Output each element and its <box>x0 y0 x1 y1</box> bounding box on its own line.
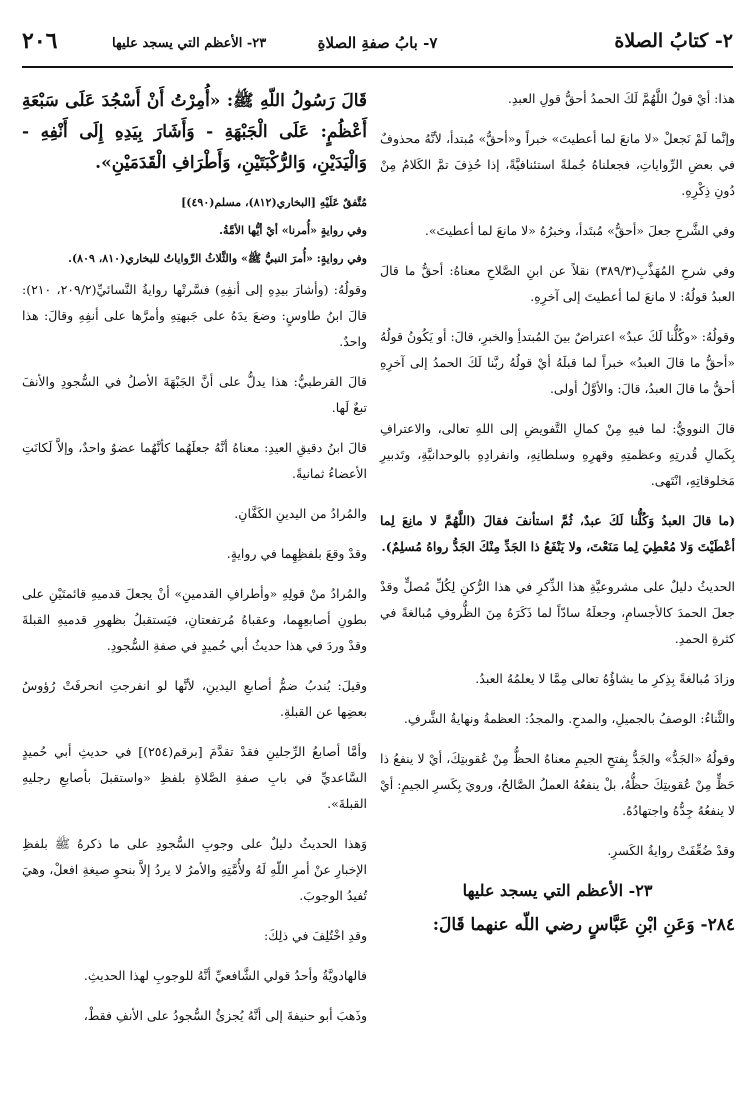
page-number: ٢٠٦ <box>22 28 58 54</box>
paragraph: والثَّناءُ: الوصفُ بالجميلِ، والمدحِ. والمجدُ: العظمةُ ونهايةُ الشَّرفِ. <box>403 711 735 726</box>
paragraph: والمُرادُ من اليدينِ الكَفَّانِ. <box>234 506 367 521</box>
paragraph: هذا: أيْ قولُ اللَّهُمَّ لَكَ الحمدُ أحقُّ قولِ العبدِ. <box>507 91 735 106</box>
right-column <box>380 86 735 952</box>
paragraph: وأمَّا أصابعُ الرِّجلينِ فقدْ تقدَّمَ [برقم(٢٥٤)] في حديثِ أبي حُميدٍ السَّاعديِّ في بابِ صفةِ الصَّلاةِ بلفظِ «واستقبلَ بأصابعِ رجليهِ القبلةَ». <box>22 744 367 811</box>
paragraph: وقيلَ: يُندبُ ضمُّ أصابعِ اليدينِ، لأنَّها لو انفرجتِ انحرفَتْ رُؤوسُ بعضِها عن القبلةِ. <box>22 678 367 719</box>
hadith-heading: ٢٨٤- وَعَنِ ابْنِ عَبَّاسٍ رضي اللّه عنهما قَالَ: <box>432 915 735 935</box>
hadith-reference: وفي روايةٍ «أُمرنا» أيْ أيُّها الأمَّةُ. <box>219 224 367 237</box>
chapter-title: ٧- بابُ صفةِ الصلاةِ <box>317 34 438 52</box>
paragraph: وقولُهُ «الجَدُّ» والجَدُّ بِفتحِ الجيمِ معناهُ الحظُّ مِنْ عُقوبتِكَ، أيْ لا ينفعُ ذا حَظٍّ مِنْ عُقوبتِكَ حظُّهُ، بلْ ينفعُهُ العملُ الصَّالحُ، ورويَ بِكَسرِ الجيمِ: أيْ لا ينفعُهُ جِدُّهُ واجتهادُهُ. <box>380 751 735 818</box>
hadith-reference: وفي روايةٍ: «أُمرَ النبيُّ ﷺ» والثَّلاثُ الرِّواياتُ للبخاري(٨١٠، ٨٠٩). <box>68 252 367 265</box>
paragraph: والمُرادُ منْ قولِهِ «وأطرافِ القدمينِ» أنْ يجعلَ قدميهِ قائمتَيْنِ على بطونِ أصابعِهِما، وعقباهُ مُرتفعتانِ، فيَستقبلُ بظهورِ قدميهِ القبلةَ وقدْ وردَ في هذا حديثُ أبي حُميدٍ في صفةِ السُّجودِ. <box>22 586 367 653</box>
section-heading: ٢٣- الأعظم التي يسجد عليها <box>462 881 653 900</box>
paragraph: الحديثُ دليلٌ على مشروعيَّةِ هذا الذِّكرِ في هذا الرُّكنِ لِكُلِّ مُصلٍّ وقدْ جعلَ الحمدَ كالأجسامِ، وجعلَهُ سادّاً لما ذَكَرَهُ مِنَ الظُّروفِ مُبالغةً في كثرةِ الحمدِ. <box>380 579 735 646</box>
paragraph: وقدْ ضُعِّفَتْ روايةُ الكَسرِ. <box>607 843 735 858</box>
section-title-header: ٢٣- الأعظم التي يسجد عليها <box>112 36 267 51</box>
paragraph: قالَ النوويُّ: لما فيهِ مِنْ كمالِ التَّفويضِ إلى اللهِ تعالى، والاعترافِ بِكَمالِ قُدرتِهِ وعظمتِهِ وقهرِهِ وسلطانِهِ، وانفرادِهِ بالوحدانيَّةِ، وتَدبيرِ مَخلوقاتِهِ، انْتَهى. <box>380 421 735 488</box>
paragraph: فالهادويَّةُ وأحدُ قولي الشَّافعيِّ أنَّهُ للوجوبِ لهذا الحديثِ. <box>83 968 367 983</box>
hadith-reference: مُتَّفقٌ عَلَيْهِ [البخاري(٨١٢)، مسلم(٤٩٠)] <box>181 196 367 209</box>
paragraph: وقدِ اخْتُلِفَ في ذلِكَ: <box>263 928 367 943</box>
paragraph: وقولُهُ: (وأشارَ بيدِهِ إلى أنفِهِ) فسَّرتْها روايةُ النَّسائيِّ(٢٠٩/٢، ٢١٠): قالَ ابنُ طاوسٍ: وضعَ يدَهُ على جَبهتِهِ وأمرَّها على أنفِهِ وقالَ: هذا واحدٌ. <box>22 282 367 349</box>
left-column <box>22 86 367 1043</box>
hadith-continuation: (ما قالَ العبدُ وَكُلُّنا لَكَ عبدٌ، ثُمَّ استأنفَ فقالَ (اللَّهُمَّ لا مانِعَ لِما أعْطَيْتَ وَلا مُعْطِيَ لِما مَنَعْتَ، ولا يَنْفَعُ ذا الجَدِّ مِنْكَ الجَدُّ رواهُ مُسلِمٌ). <box>380 513 735 554</box>
paragraph: قالَ ابنُ دقيقِ العيدِ: معناهُ أنَّهُ جعلَهُما كأنَّهُما عضوٌ واحدٌ، وإلاَّ لَكانَتِ الأعضاءُ ثمانيةً. <box>22 440 367 481</box>
book-title: ٢- كتابُ الصلاة <box>614 30 733 52</box>
page-header <box>22 26 733 68</box>
paragraph: وقدْ وقعَ بلفظِهِما في روايةٍ. <box>226 546 367 561</box>
paragraph: وذَهبَ أبو حنيفةَ إلى أنَّهُ يُجزئُ السُّجودُ على الأنفِ فقطْ، <box>83 1008 367 1023</box>
paragraph: وفي شرحِ المُهَذَّبِ(٣٨٩/٣) نقلاً عن ابنِ الصَّلاحِ معناهُ: أحقُّ ما قالَ العبدُ قولُهُ: لا مانعَ لما أعطيتَ إلى آخرِهِ. <box>380 263 736 304</box>
hadith-text: قَالَ رَسُولُ اللّهِ ﷺ: «أُمِرْتُ أَنْ أَسْجُدَ عَلَى سَبْعَةِ أَعْظُمٍ: عَلَى الْجَبْهَةِ - وَأَشَارَ بِيَدِهِ إِلَى أَنْفِهِ - وَالْيَدَيْنِ، وَالرُّكْبَتَيْنِ، وَأَطْرَافِ الْقَدَمَيْنِ». <box>22 91 367 173</box>
paragraph: وفي الشَّرحِ جعلَ «أحقُّ» مُبتَدأ، وخبرُهُ «لا مانعَ لما أعطيتَ». <box>424 223 735 238</box>
paragraph: وإنَّما لَمْ نَجعلْ «لا مانعَ لما أعطيتَ» خبراً و«أحقُّ» مُبتدأ، لأنَّهُ محذوفٌ في بعضِ الرِّواياتِ، فجعلناهُ جُملةً استئنافيَّةً، إذا حُذِفَ تمَّ الكَلامُ مِنْ دُونِ ذِكْرِهِ. <box>380 131 735 198</box>
paragraph: وقولُهُ: «وكُلُّنا لَكَ عبدٌ» اعتراضٌ بينَ المُبتدأِ والخبرِ، قالَ: أو يَكُونُ قولُهُ «أحقُّ ما قالَ العبدُ» خبراً لما قبلَهُ أيْ قولُهُ ربَّنا لَكَ الحمدُ إلى آخرِهِ أحقُّ ما قالَ العبدُ، قالَ: والأوَّلُ أولى. <box>380 329 735 396</box>
paragraph: قالَ القرطبيُّ: هذا يدلُّ على أنَّ الجَبْهَةَ الأصلُ في السُّجودِ والأنفَ تبعٌ لَها. <box>22 374 367 415</box>
paragraph: وزادَ مُبالغةً بِذِكرِ ما يشاؤُهُ تعالى مِمَّا لا يعلمُهُ العبدُ. <box>475 671 735 686</box>
paragraph: وَهذا الحديثُ دليلٌ على وجوبِ السُّجودِ على ما ذكرهُ ﷺ بلفظِ الإخبارِ عنْ أمرِ اللّهِ لَهُ ولأُمَّتِهِ والأمرُ لا يردُ إلاَّ بنحوِ صيغةِ افعلْ، وهيَ تُفيدُ الوجوبَ. <box>22 836 367 903</box>
